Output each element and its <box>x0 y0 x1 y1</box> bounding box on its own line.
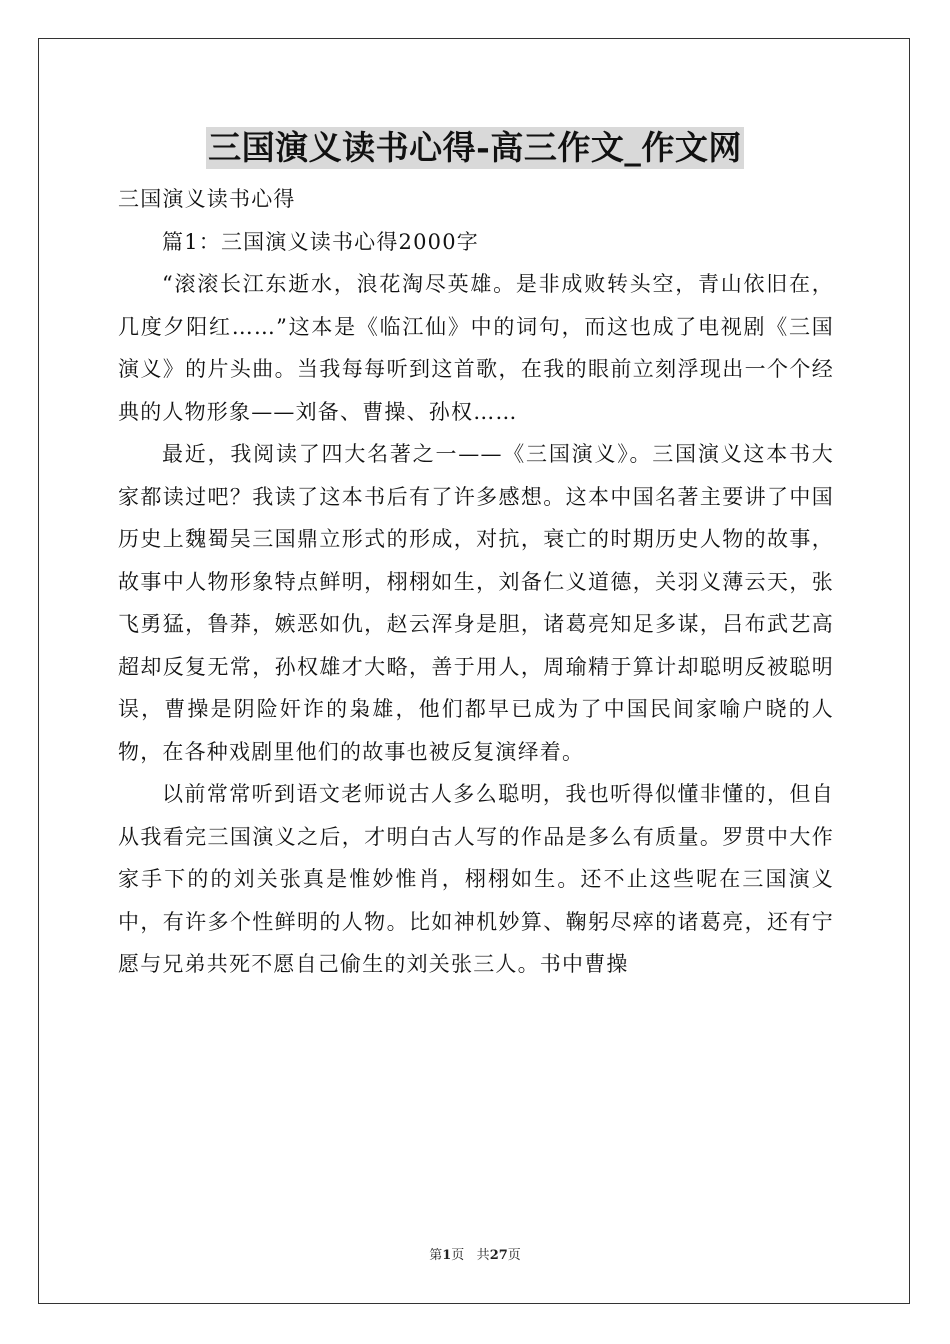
page-total: 27 <box>489 1248 508 1263</box>
paragraph-1: “滚滚长江东逝水，浪花淘尽英雄。是非成败转头空，青山依旧在，几度夕阳红……”这本是《临江仙》中的词句，而这也成了电视剧《三国演义》的片头曲。当我每每听到这首歌，在我的眼前立刻浮现出一个个经典的人物形象——刘备、曹操、孙权…… <box>118 272 834 424</box>
page-suffix: 页 <box>451 1248 465 1263</box>
document-title: 三国演义读书心得-高三作文_作文网 <box>208 128 742 167</box>
page-current: 1 <box>442 1248 452 1263</box>
page-footer <box>0 1247 950 1265</box>
document-body <box>118 178 834 986</box>
paragraph-3: 以前常常听到语文老师说古人多么聪明，我也听得似懂非懂的，但自从我看完三国演义之后，才明白古人写的作品是多么有质量。罗贯中大作家手下的的刘关张真是惟妙惟肖，栩栩如生。还不止这些呢在三国演义中，有许多个性鲜明的人物。比如神机妙算、鞠躬尽瘁的诸葛亮，还有宁愿与兄弟共死不愿自己偷生的刘关张三人。书中曹操 <box>118 782 834 976</box>
total-suffix: 页 <box>507 1248 521 1263</box>
document-subtitle: 三国演义读书心得 <box>118 187 296 211</box>
section-heading: 篇1：三国演义读书心得2000字 <box>162 229 480 254</box>
total-prefix: 共 <box>476 1248 490 1263</box>
paragraph-2: 最近，我阅读了四大名著之一——《三国演义》。三国演义这本书大家都读过吧？我读了这本书后有了许多感想。这本中国名著主要讲了中国历史上魏蜀吴三国鼎立形式的形成，对抗，衰亡的时期历史人物的故事，故事中人物形象特点鲜明，栩栩如生，刘备仁义道德，关羽义薄云天，张飞勇猛，鲁莽，嫉恶如仇，赵云浑身是胆，诸葛亮知足多谋，吕布武艺高超却反复无常，孙权雄才大略，善于用人，周瑜精于算计却聪明反被聪明误，曹操是阴险奸诈的枭雄，他们都早已成为了中国民间家喻户晓的人物，在各种戏剧里他们的故事也被反复演绎着。 <box>118 442 834 764</box>
page-prefix: 第 <box>429 1248 443 1263</box>
title-container <box>0 127 950 169</box>
